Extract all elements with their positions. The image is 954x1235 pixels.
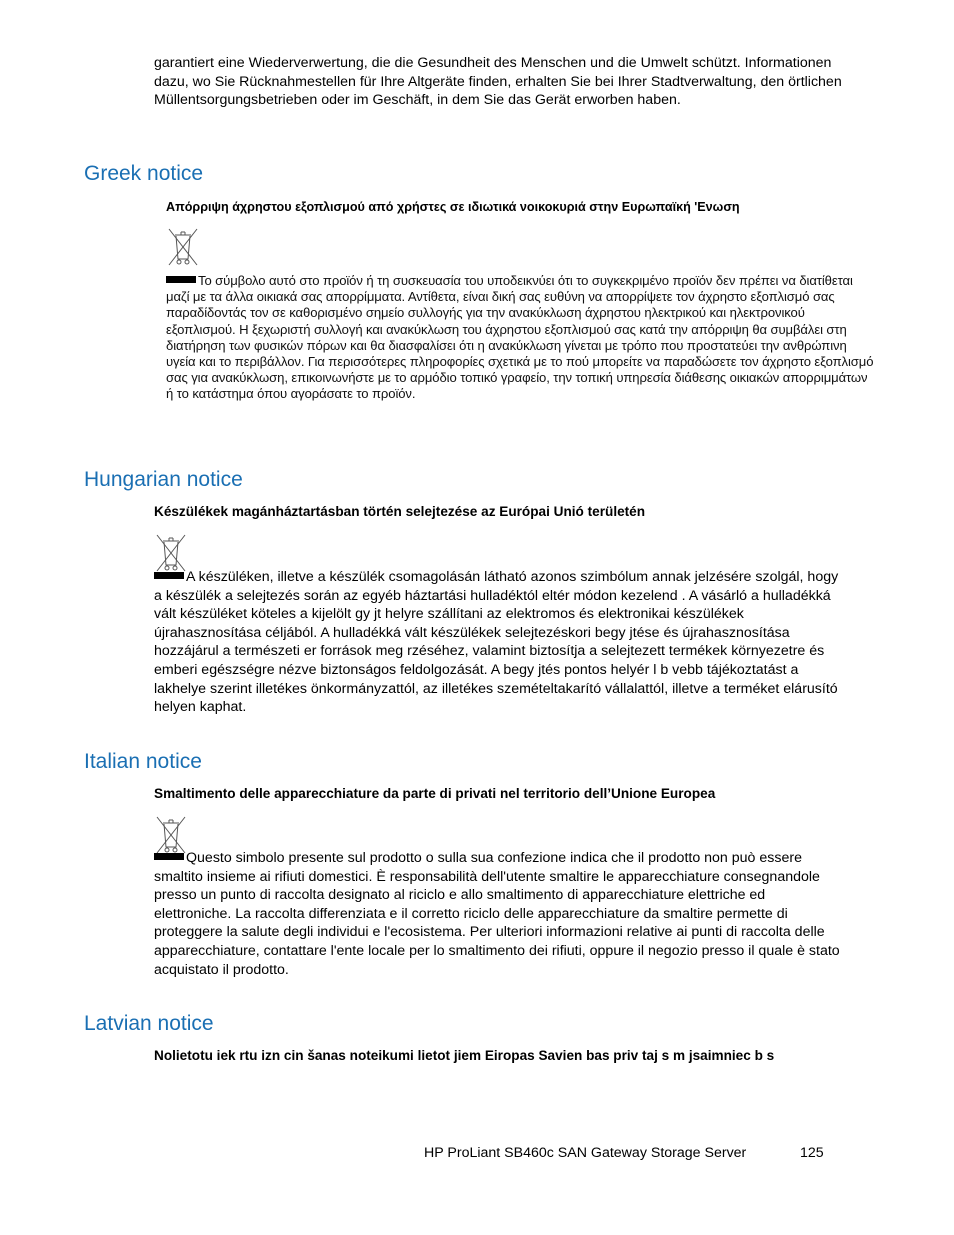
greek-notice-subheading: Απόρριψη άχρηστου εξοπλισμού από χρήστες σε ιδιωτικά νοικοκυριά στην Ευρωπαϊκή 'Ενωση xyxy=(166,200,740,214)
footer-product-name: HP ProLiant SB460c SAN Gateway Storage Server xyxy=(424,1145,747,1161)
italian-notice-body xyxy=(154,849,844,979)
hungarian-notice-heading: Hungarian notice xyxy=(84,468,243,491)
greek-notice-heading: Greek notice xyxy=(84,162,204,185)
crossed-bin-icon xyxy=(166,226,200,268)
latvian-notice-heading: Latvian notice xyxy=(84,1012,214,1035)
greek-notice-body xyxy=(166,273,874,403)
page-number: 125 xyxy=(800,1145,824,1161)
hungarian-notice-subheading: Készülékek magánháztartásban történ selejtezése az Európai Unió területén xyxy=(154,504,646,519)
intro-paragraph: garantiert eine Wiederverwertung, die die Gesundheit des Menschen und die Umwelt schützt. Informationen dazu, wo Sie Rücknahmestellen für Ihre Altgeräte finden, erhalten Sie bei Ihrer Stadtverwaltung, den örtlichen Müllentsorgungsbetrieben oder im Geschäft, in dem Sie das Gerät erworben haben. xyxy=(154,55,842,109)
hungarian-notice-body xyxy=(154,568,844,717)
italian-notice-heading: Italian notice xyxy=(84,750,202,773)
separator-bar xyxy=(154,572,184,579)
separator-bar xyxy=(166,276,196,283)
italian-notice-subheading: Smaltimento delle apparecchiature da parte di privati nel territorio dell’Unione Europea xyxy=(154,786,716,801)
latvian-notice-subheading: Nolietotu iek rtu izn cin šanas noteikumi lietot jiem Eiropas Savien bas priv taj s m jsaimniec b s xyxy=(154,1048,775,1063)
greek-notice-text: Το σύμβολο αυτό στο προϊόν ή τη συσκευασία του υποδεικνύει ότι το συγκεκριμένο προϊόν δεν πρέπει να διατίθεται μαζί με τα άλλα οικιακά σας απορρίμματα. Αντίθετα, είναι δική σας ευθύνη να απορρίψετε τον άχρηστο εξοπλισμό σας παραδίδοντάς τον σε καθορισμένο σημείο συλλογής για την ανακύκλωση άχρηστου ηλεκτρικού και ηλεκτρονικού εξοπλισμού. Η ξεχωριστή συλλογή και ανακύκλωση του άχρηστου εξοπλισμού σας κατά την απόρριψη θα συμβάλει στη διατήρηση των φυσικών πόρων και θα διασφαλίσει ότι η ανακύκλωση γίνεται με τρόπο που προστατεύει την ανθρώπινη υγεία και το περιβάλλον. Για περισσότερες πληροφορίες σχετικά με το πού μπορείτε να παραδώσετε τον άχρηστο εξοπλισμό σας για ανακύκλωση, επικοινωνήστε με το αρμόδιο τοπικό γραφείο, την τοπική υπηρεσία διάθεσης οικιακών απορριμμάτων ή το κατάστημα όπου αγοράσατε το προϊόν. xyxy=(166,273,874,402)
separator-bar xyxy=(154,853,184,860)
italian-notice-text: Questo simbolo presente sul prodotto o sulla sua confezione indica che il prodotto non può essere smaltito insieme ai rifiuti domestici. È responsabilità dell'utente smaltire le apparecchiature consegnandole presso un punto di raccolta designato al riciclo e allo smaltimento di apparecchiature elettriche ed elettroniche. La raccolta differenziata e il corretto riciclo delle apparecchiature da smaltire permette di proteggere la salute degli individui e l'ecosistema. Per ulteriori informazioni relative ai punti di raccolta delle apparecchiature, contattare l'ente locale per lo smaltimento dei rifiuti, oppure il negozio presso il quale è stato acquistato il prodotto. xyxy=(154,850,840,978)
hungarian-notice-text: A készüléken, illetve a készülék csomagolásán látható azonos szimbólum annak jelzésére szolgál, hogy a készülék a selejtezés során az egyéb háztartási hulladéktól eltér módon kezelend . A vásárló a hulladékká vált készüléket köteles a kijelölt gy jt helyre szállítani az elektromos és elektronikai készülékek újrahasznosítása céljából. A hulladékká vált készülékek selejtezéskori begy jtése és újrahasznosítása hozzájárul a természeti er források meg rzéséhez, valamint biztosítja a selejtezett termékek környezetre és emberi egészségre nézve biztonságos feldolgozását. A begy jtés pontos helyér l b vebb tájékoztatást a lakhelye szerint illetékes önkormányzattól, az illetékes szemételtakarító vállalattól, illetve a terméket elárusító helyen kaphat. xyxy=(154,569,839,716)
